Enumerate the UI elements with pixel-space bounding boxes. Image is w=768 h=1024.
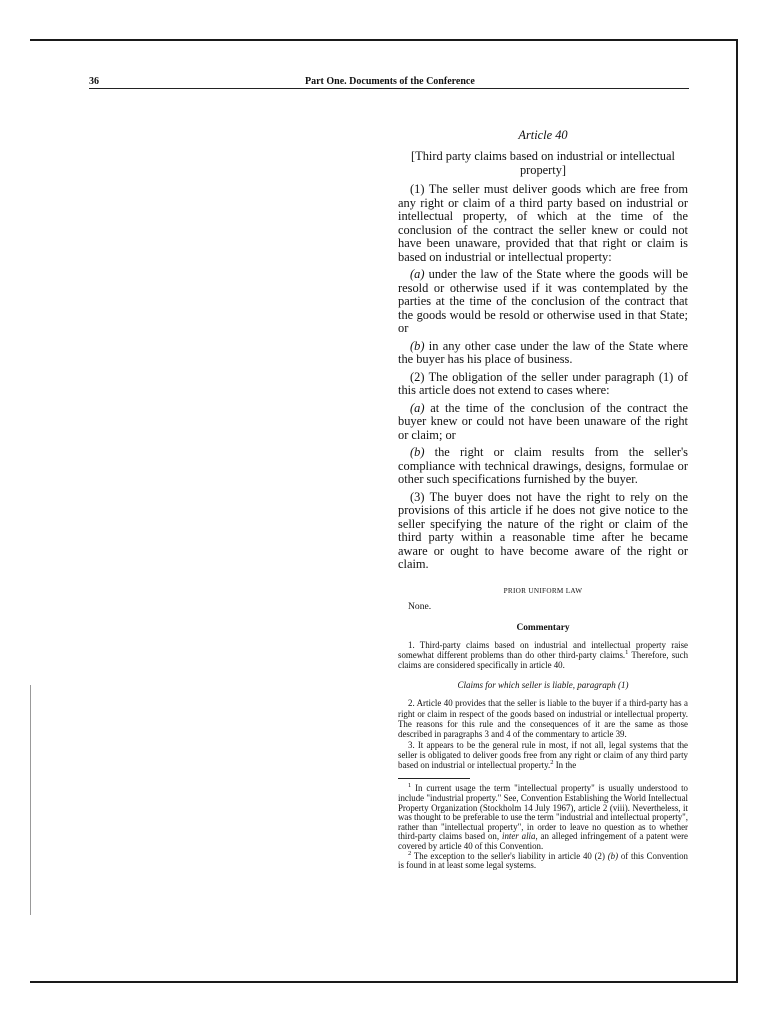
article-paragraph-2a	[398, 402, 688, 443]
page-border-right	[736, 39, 738, 982]
paragraph-text-end: Therefore, such claims are considered specifically in article 40.	[398, 649, 689, 671]
footnote-ref: 1	[625, 648, 629, 656]
footnote-text-end: , an alleged infringement of a patent were covered by article 40 of this Convention.	[398, 831, 688, 852]
item-text: under the law of the State where the goods will be resold or otherwise used if it was contemplated by the parties at the time of the conclusion of the contract that the goods would be resold or otherwise used in that State; or	[398, 267, 688, 335]
item-text: in any other case under the law of the State where the buyer has his place of business.	[398, 338, 688, 366]
page-border-bottom	[30, 981, 738, 983]
commentary-heading: Commentary	[516, 622, 570, 633]
article-paragraph-1b	[398, 340, 688, 367]
article-caption: [Third party claims based on industrial or intellectual property]	[411, 149, 675, 177]
article-paragraph-3: (3) The buyer does not have the right to rely on the provisions of this article if he does not give notice to the seller specifying the nature of the right or claim of the third party within a reasonable time after he became aware or ought to have become aware of the right or claim.	[398, 489, 688, 571]
article-title: Article 40	[518, 128, 568, 142]
footnote-italic: (b)	[607, 850, 619, 861]
prior-uniform-law-heading: PRIOR UNIFORM LAW	[503, 586, 583, 595]
paragraph-text: 3. It appears to be the general rule in most, if not all, legal systems that the seller is obligated to deliver goods free from any right or claim of any third party based on industrial or intellectual property.	[398, 739, 688, 771]
page-border-left-fragment	[30, 685, 31, 915]
footnote-text: The exception to the seller's liability in article 40 (2)	[411, 850, 608, 861]
page-number: 36	[89, 76, 99, 87]
item-text: the right or claim results from the seller's compliance with technical drawings, designs, formulae or other such specifications furnished by the buyer.	[398, 445, 688, 486]
footnote-1	[398, 784, 688, 851]
commentary-paragraph-3	[398, 740, 688, 771]
item-label: (a)	[410, 267, 425, 281]
paragraph-text-end: In the	[553, 760, 577, 771]
footnote-text-end: of this Convention is found in at least some legal systems.	[398, 850, 688, 871]
commentary-paragraph-1	[398, 640, 688, 671]
header-rule	[89, 88, 689, 89]
text-column	[398, 128, 688, 871]
footnote-rule	[398, 778, 470, 779]
footnote-mark: 1	[408, 782, 412, 790]
footnote-2	[398, 849, 688, 871]
article-paragraph-2b	[398, 446, 688, 487]
commentary-subheading: Claims for which seller is liable, paragraph (1)	[457, 680, 629, 691]
running-head: Part One. Documents of the Conference	[305, 76, 475, 87]
item-label: (b)	[410, 445, 425, 459]
commentary-paragraph-2: 2. Article 40 provides that the seller is liable to the buyer if a third-party has a right or claim in respect of the goods based on industrial or intellectual property. The reasons for this rule and the consequences of it are the same as those described in paragraphs 3 and 4 of the commentary to article 39.	[398, 698, 688, 740]
article-paragraph-1: (1) The seller must deliver goods which are free from any right or claim of a third party based on industrial or intellectual property, of which at the time of the conclusion of the contract the seller knew or could not have been unaware, provided that that right or claim is based on industrial or intellectual property:	[398, 182, 688, 264]
footnote-ref: 2	[550, 759, 554, 767]
footnote-italic: inter alia	[501, 831, 536, 842]
item-text: at the time of the conclusion of the contract the buyer knew or could not have been unaware of the right or claim; or	[398, 400, 688, 442]
footnote-text: In current usage the term "intellectual property" is usually understood to include "industrial property." See, Convention Establishing the World Intellectual Property Organization (Stockholm 14 July 1967), article 2 (viii). Nevertheless, it was thought to be preferable to use the term "industrial and intellectual property", rather than "intellectual property", in order to leave no question as to whether third-party claims based on,	[398, 783, 688, 842]
article-paragraph-1a	[398, 268, 688, 336]
paragraph-text: 1. Third-party claims based on industrial and intellectual property raise somewhat different problems than do other third-party claims.	[398, 639, 688, 660]
article-paragraph-2: (2) The obligation of the seller under paragraph (1) of this article does not extend to cases where:	[398, 369, 688, 397]
footnote-mark: 2	[408, 849, 412, 857]
prior-uniform-law-text: None.	[408, 600, 432, 612]
item-label: (b)	[410, 338, 425, 353]
item-label: (a)	[410, 400, 425, 415]
page-border-top	[30, 39, 738, 41]
